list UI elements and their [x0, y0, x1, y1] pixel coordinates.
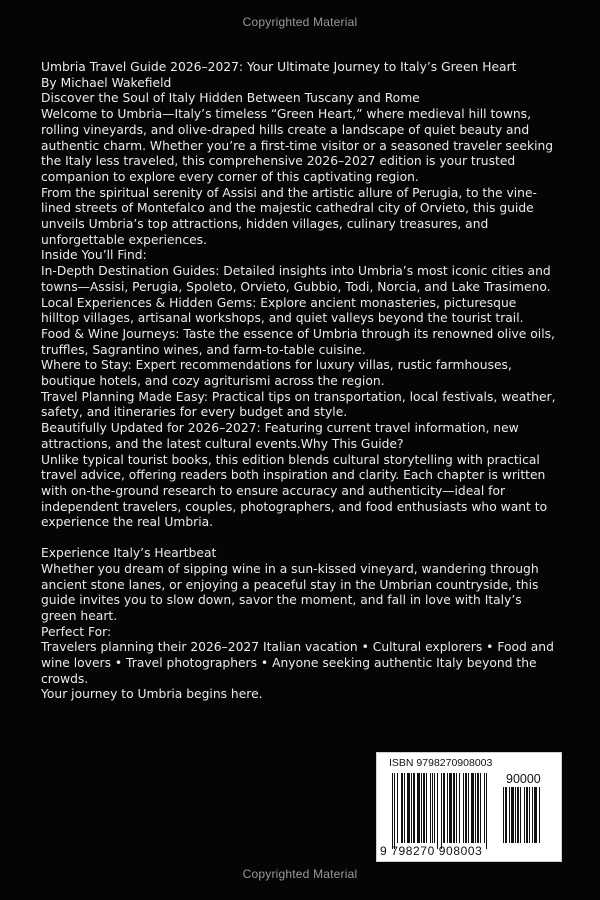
heartbeat-heading: Experience Italy’s Heartbeat [41, 546, 217, 561]
feature-item: Beautifully Updated for 2026–2027: Featuring current travel information, new attractions, and the latest cultural events.Why This Guide? [41, 421, 519, 451]
perfect-for-heading: Perfect For: [41, 624, 112, 639]
back-cover-text [41, 60, 557, 703]
inside-heading: Inside You’ll Find: [41, 248, 147, 263]
book-title: Umbria Travel Guide 2026–2027: Your Ultimate Journey to Italy’s Green Heart [41, 60, 517, 74]
feature-item: Food & Wine Journeys: Taste the essence of Umbria through its renowned olive oils, truffles, Sagrantino wines, and farm-to-table cuisine. [41, 326, 555, 357]
barcode-addon-number: 90000 [506, 772, 541, 786]
perfect-for-list: Travelers planning their 2026–2027 Italian vacation • Cultural explorers • Food and wine lovers • Travel photographers • Anyone seeking authentic Italy beyond the crowds. [41, 640, 554, 686]
watermark-top: Copyrighted Material [242, 15, 358, 29]
closing-line: Your journey to Umbria begins here. [41, 687, 263, 702]
isbn-barcode [376, 752, 562, 862]
feature-item: In-Depth Destination Guides: Detailed insights into Umbria’s most iconic cities and towns—Assisi, Perugia, Spoleto, Orvieto, Gubbio, Todi, Norcia, and Lake Trasimeno. [41, 264, 551, 294]
paragraph-spacer [41, 531, 557, 546]
ean-barcode-bars [392, 773, 496, 849]
intro-paragraph: Welcome to Umbria—Italy’s timeless “Green Heart,” where medieval hill towns, rolling vineyards, and olive-draped hills create a landscape of quiet beauty and authentic charm. Whether you’re a first-time visitor or a seasoned traveler seeking the Italy less traveled, this comprehensive 2026–2027 edition is your trusted companion to explore every corner of this captivating region. [41, 107, 554, 184]
intro-paragraph-2: From the spiritual serenity of Assisi and the artistic allure of Perugia, to the vine-lined streets of Montefalco and the majestic cathedral city of Orvieto, this guide unveils Umbria’s top attractions, hidden villages, culinary treasures, and unforgettable experiences. [41, 185, 537, 247]
watermark-bottom: Copyrighted Material [242, 867, 358, 881]
book-tagline: Discover the Soul of Italy Hidden Between Tuscany and Rome [41, 91, 420, 106]
feature-item: Travel Planning Made Easy: Practical tips on transportation, local festivals, weather, safety, and itineraries for every budget and style. [41, 389, 556, 420]
book-author: By Michael Wakefield [41, 75, 172, 90]
heartbeat-paragraph: Whether you dream of sipping wine in a sun-kissed vineyard, wandering through ancient stone lanes, or enjoying a peaceful stay in the Umbrian countryside, this guide invites you to slow down, savor the moment, and fall in love with Italy’s green heart. [41, 561, 539, 623]
isbn-label: ISBN 9798270908003 [389, 757, 493, 769]
ean-digits: 9 798270 908003 [380, 844, 483, 858]
why-paragraph: Unlike typical tourist books, this edition blends cultural storytelling with practical travel advice, offering readers both inspiration and clarity. Each chapter is written with on-the-ground research to ensure accuracy and authenticity—ideal for independent travelers, couples, photographers, and food enthusiasts who want to experience the real Umbria. [41, 452, 548, 530]
feature-item: Where to Stay: Expert recommendations for luxury villas, rustic farmhouses, boutique hotels, and cozy agriturismi across the region. [41, 358, 512, 389]
addon-barcode-bars [503, 787, 553, 849]
feature-item: Local Experiences & Hidden Gems: Explore ancient monasteries, picturesque hilltop villages, artisanal workshops, and quiet valleys beyond the tourist trail. [41, 295, 524, 326]
